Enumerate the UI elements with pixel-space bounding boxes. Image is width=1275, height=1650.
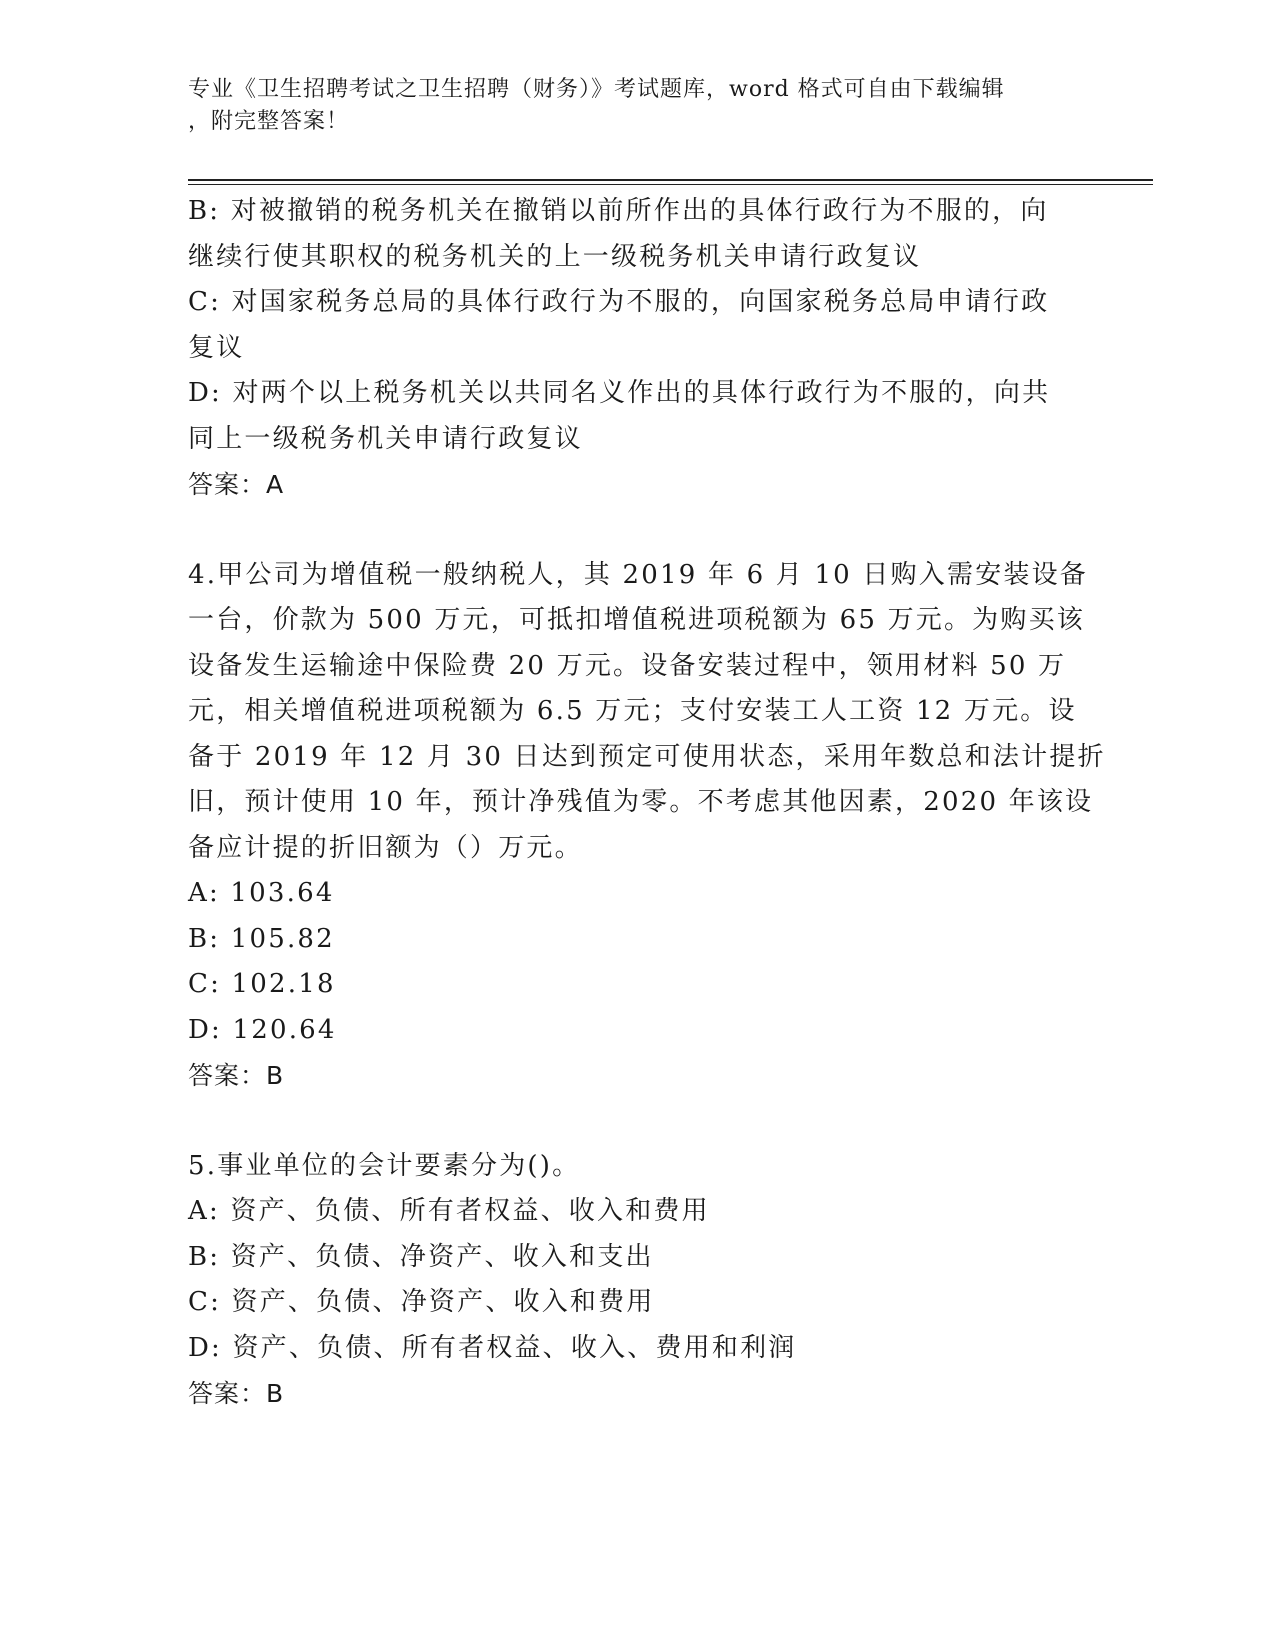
q4-stem-line-4: 元，相关增值税进项税额为 6.5 万元；支付安装工人工资 12 万元。设	[188, 696, 1077, 726]
q5-stem: 5.事业单位的会计要素分为()。	[188, 1150, 581, 1181]
header-line-1: 专业《卫生招聘考试之卫生招聘（财务）》考试题库，word 格式可自由下载编辑	[188, 77, 1005, 102]
q3-option-b-line-2: 继续行使其职权的税务机关的上一级税务机关申请行政复议	[188, 241, 922, 272]
question-5	[188, 1144, 1088, 1417]
q4-stem-line-7: 备应计提的折旧额为（）万元。	[188, 832, 583, 863]
document-body	[188, 189, 1106, 1417]
q3-option-d-line-1: D: 对两个以上税务机关以共同名义作出的具体行政行为不服的，向共	[188, 378, 1051, 408]
header-divider-thick	[188, 179, 1153, 181]
q5-option-a: A: 资产、负债、所有者权益、收入和费用	[188, 1196, 710, 1226]
q4-stem-line-5: 备于 2019 年 12 月 30 日达到预定可使用状态，采用年数总和法计提折	[188, 741, 1106, 772]
q4-option-a: A: 103.64	[188, 878, 335, 908]
q3-option-c-line-1: C: 对国家税务总局的具体行政行为不服的，向国家税务总局申请行政	[188, 287, 1050, 317]
q5-answer: 答案：B	[188, 1379, 285, 1408]
spacer	[188, 1099, 1088, 1144]
q3-option-b-line-1: B: 对被撤销的税务机关在撤销以前所作出的具体行政行为不服的，向	[188, 196, 1049, 226]
q4-stem-line-6: 旧，预计使用 10 年，预计净残值为零。不考虑其他因素，2020 年该设	[188, 787, 1094, 817]
q5-option-d: D: 资产、负债、所有者权益、收入、费用和利润	[188, 1332, 797, 1363]
question-3	[188, 189, 1088, 508]
q4-option-b: B: 105.82	[188, 923, 335, 954]
spacer	[188, 508, 1088, 553]
q3-option-c-line-2: 复议	[188, 332, 245, 363]
header-divider-thin	[188, 184, 1153, 185]
q4-stem-line-2: 一台，价款为 500 万元，可抵扣增值税进项税额为 65 万元。为购买该	[188, 605, 1085, 635]
document-header	[188, 74, 1088, 138]
q5-option-c: C: 资产、负债、净资产、收入和费用	[188, 1287, 655, 1317]
q4-option-d: D: 120.64	[188, 1014, 337, 1045]
q5-option-b: B: 资产、负债、净资产、收入和支出	[188, 1241, 654, 1272]
question-4	[188, 553, 1106, 1099]
q4-option-c: C: 102.18	[188, 969, 336, 999]
q3-answer: 答案：A	[188, 470, 285, 499]
q3-option-d-line-2: 同上一级税务机关申请行政复议	[188, 423, 583, 454]
q4-stem-line-3: 设备发生运输途中保险费 20 万元。设备安装过程中，领用材料 50 万	[188, 650, 1067, 681]
q4-answer: 答案：B	[188, 1061, 285, 1090]
q4-stem-line-1: 4.甲公司为增值税一般纳税人，其 2019 年 6 月 10 日购入需安装设备	[188, 559, 1088, 590]
header-line-2: ，附完整答案！	[188, 109, 350, 134]
